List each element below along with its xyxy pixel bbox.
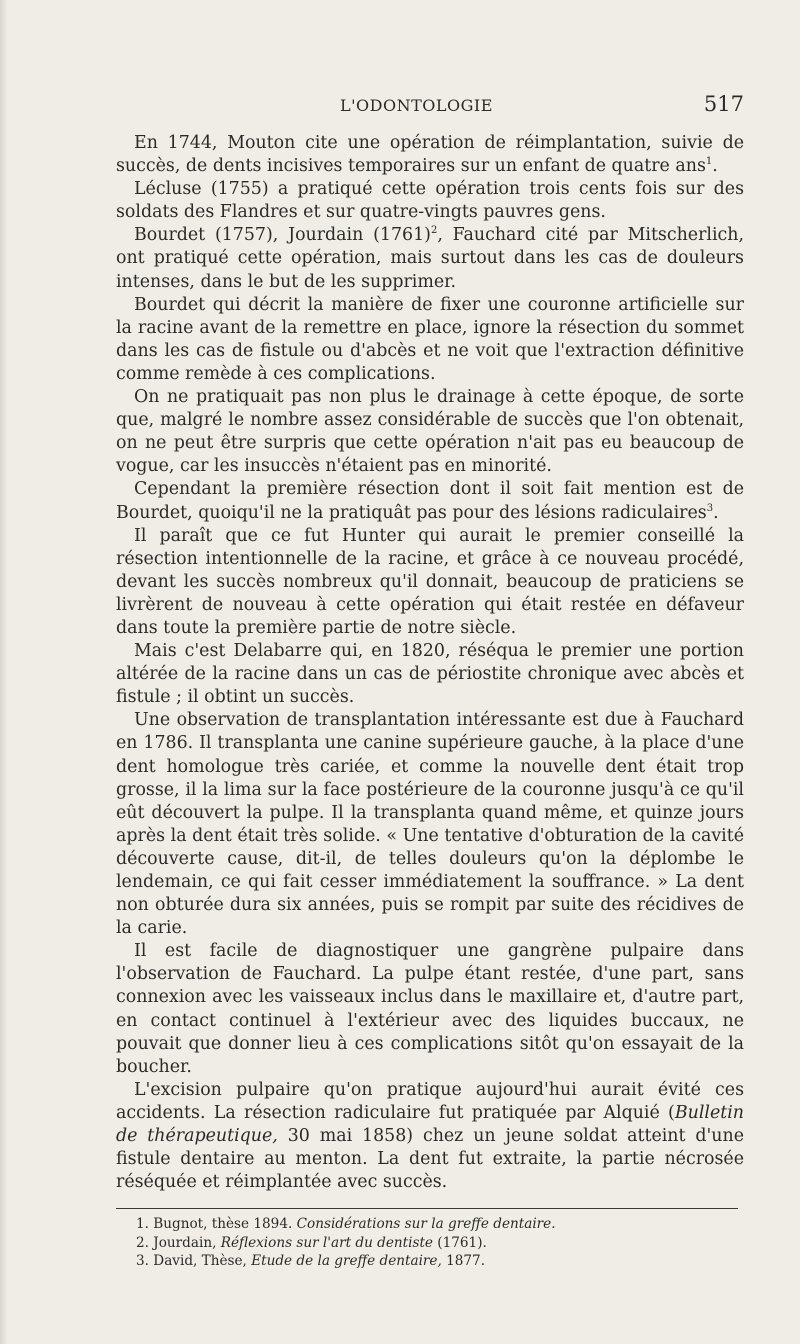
footnote-divider [116,1208,738,1209]
paragraph-text: . [712,156,718,177]
paragraph-text: Bourdet (1757), Jourdain (1761) [134,225,431,246]
footnote-ref-3: 3 [706,502,714,514]
paragraph-2: Lécluse (1755) a pratiqué cette opération trois cents fois sur des soldats des Flandres et sur quatre-vingts pauvres gens. [116,179,744,223]
paragraph-6 [116,478,744,524]
paragraph-7: Il paraît que ce fut Hunter qui aurait le premier conseillé la résection intentionnelle de la racine, et grâce à ce nouveau procédé, devant les succès nombreux qu'il donnait, beaucoup de praticiens se livrèrent de nouveau à cette opération qui était restée en défaveur dans toute la première partie de notre siècle. [116,525,744,638]
paragraph-text: L'excision pulpaire qu'on pratique aujourd'hui aurait évité ces accidents. La résection radiculaire fut pratiquée par Alquié ( [116,1079,744,1123]
running-header [116,92,744,132]
footnote-ref-2: 2 [430,225,438,237]
footnote-title: Etude de la greffe dentaire, [251,1253,442,1270]
paragraph-text: Cependant la première résection dont il soit fait mention est de Bourdet, quoiqu'il ne la pratiquât pas pour des lésions radiculaires [116,479,744,523]
paragraph-11 [116,1079,744,1194]
footnote-text: 1877. [441,1253,486,1270]
footnote-text: 2. Jourdain, [136,1234,221,1251]
paragraph-5: On ne pratiquait pas non plus le drainage à cette époque, de sorte que, malgré le nombre assez considérable de succès que l'on obtenait, on ne peut être surpris que cette opération n'ait pas eu beaucoup de vogue, car les insuccès n'étaient pas en minorité. [116,387,744,477]
footnote-text: 3. David, Thèse, [136,1253,252,1270]
paragraph-text: . [713,502,719,523]
paragraph-text: En 1744, Mouton cite une opération de réimplantation, suivie de succès, de dents incisives temporaires sur un enfant de quatre ans [116,133,744,177]
footnotes [116,1215,744,1271]
paragraph-3 [116,224,744,293]
footnote-title: Considérations sur la greffe dentaire. [296,1216,556,1233]
paragraph-9: Une observation de transplantation intéressante est due à Fauchard en 1786. Il transplanta une canine supérieure gauche, à la place d'une dent homologue très cariée, et comme la nouvelle dent était trop grosse, il la lima sur la face postérieure de la couronne jusqu'à ce qu'il eût découvert la pulpe. Il la transplanta quand même, et quinze jours après la dent était très solide. « Une tentative d'obturation de la cavité découverte cause, dit-il, de telles douleurs qu'on la déplombe le lendemain, ce qui fait cesser immédiatement la souffrance. » La dent non obturée dura six années, puis se rompit par suite des récidives de la carie. [116,710,744,939]
paragraph-1 [116,132,744,178]
footnote-2 [116,1234,744,1253]
page-edge-shadow [0,0,8,1344]
footnote-title: Réflexions sur l'art du dentiste [220,1234,433,1251]
paragraph-text: , Fauchard cité par Mitscherlich, ont pratiqué cette opération, mais surtout dans les cas de douleurs intenses, dans le but de les supprimer. [116,225,744,292]
footnote-text: (1761). [432,1234,487,1251]
paragraph-10: Il est facile de diagnostiquer une gangrène pulpaire dans l'observation de Fauchard. La pulpe étant restée, d'une part, sans connexion avec les vaisseaux inclus dans le maxillaire et, d'autre part, en contact continuel à l'extérieur avec des liquides buccaux, ne pouvait que donner lieu à ces complications sitôt qu'on essayait de la boucher. [116,941,744,1077]
footnote-3 [116,1252,744,1271]
page-number: 517 [703,92,744,116]
running-title: L'ODONTOLOGIE [340,96,493,115]
footnote-1 [116,1215,744,1234]
footnote-text: 1. Bugnot, thèse 1894. [136,1216,297,1233]
paragraph-8: Mais c'est Delabarre qui, en 1820, réséqua le premier une portion altérée de la racine dans un cas de périostite chronique avec abcès et fistule ; il obtint un succès. [116,641,744,708]
journal-title: Bulletin de thérapeutique, [116,1102,744,1147]
paragraph-4: Bourdet qui décrit la manière de fixer une couronne artificielle sur la racine avant de la remettre en place, ignore la résection du sommet dans les cas de fistule ou d'abcès et ne voit que l'extraction définitive comme remède à ces complications. [116,294,744,384]
document-page [116,92,744,1271]
footnote-ref-1: 1 [705,156,713,168]
body-text [116,132,744,1194]
paragraph-text: 30 mai 1858) chez un jeune soldat atteint d'une fistule dentaire au menton. La dent fut extraite, la partie nécrosée réséquée et réimplantée avec succès. [116,1126,744,1193]
